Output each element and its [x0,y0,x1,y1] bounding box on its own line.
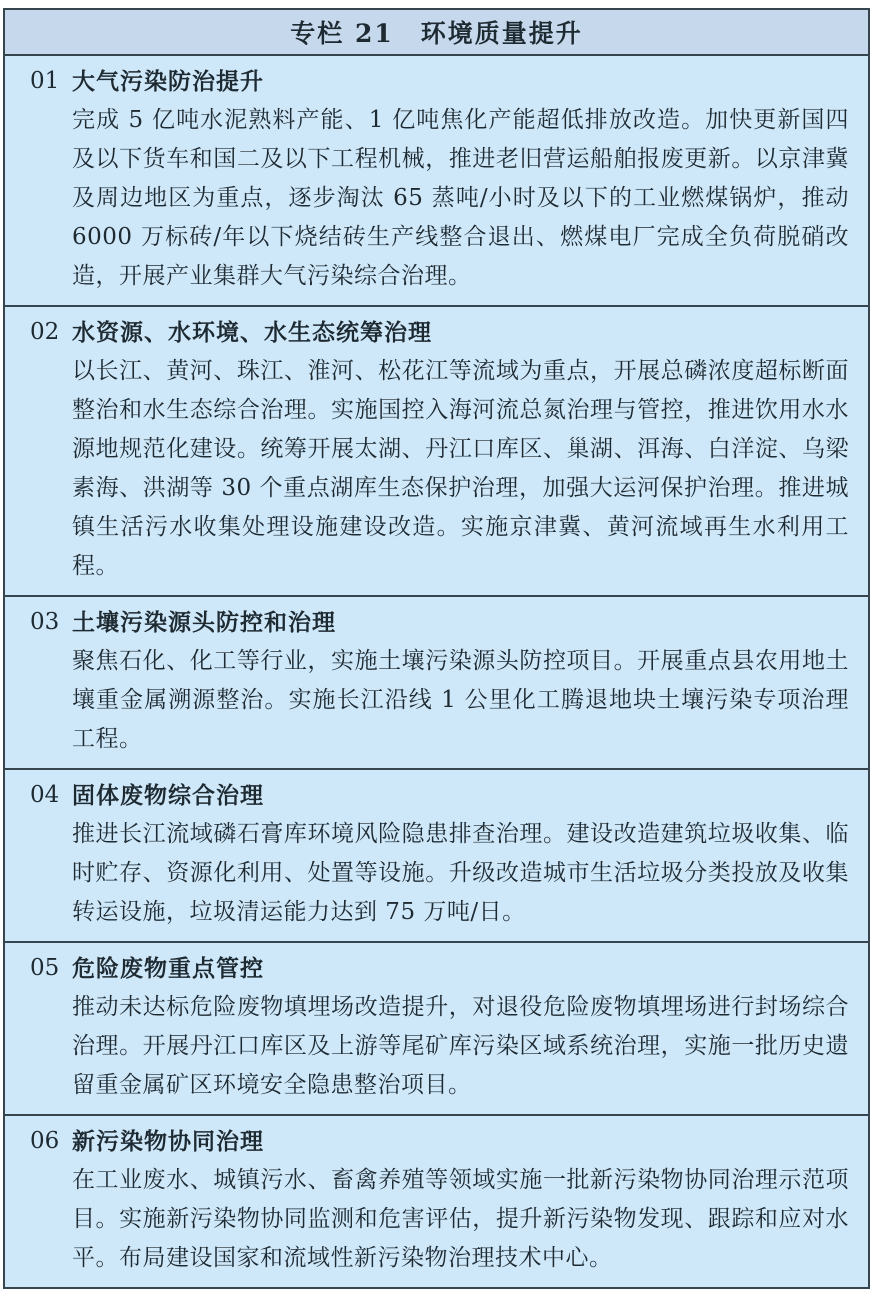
section-water [5,305,868,595]
column-panel [3,8,870,1289]
section-new-pollutants [5,1114,868,1287]
section-number: 04 [30,782,60,808]
section-number: 06 [30,1128,60,1154]
section-body: 以长江、黄河、珠江、淮河、松花江等流域为重点，开展总磷浓度超标断面整治和水生态综合治理。实施国控入海河流总氮治理与管控，推进饮用水水源地规范化建设。统筹开展太湖、丹江口库区、巢湖、洱海、白洋淀、乌梁素海、洪湖等 30 个重点湖库生态保护治理，加强大运河保护治理。推进城镇生活污水收集处理设施建设改造。实施京津冀、黄河流域再生水利用工程。 [72,358,849,579]
section-title: 危险废物重点管控 [72,955,264,982]
panel-header [5,10,868,56]
section-number: 05 [30,955,60,981]
section-number: 03 [30,609,60,635]
section-body: 推动未达标危险废物填埋场改造提升，对退役危险废物填埋场进行封场综合治理。开展丹江口库区及上游等尾矿库污染区域系统治理，实施一批历史遗留重金属矿区环境安全隐患整治项目。 [72,994,849,1098]
section-title: 新污染物协同治理 [72,1128,264,1155]
section-body: 推进长江流域磷石膏库环境风险隐患排查治理。建设改造建筑垃圾收集、临时贮存、资源化利用、处置等设施。升级改造城市生活垃圾分类投放及收集转运设施，垃圾清运能力达到 75 万吨/日。 [72,821,849,925]
panel-title: 专栏 21 环境质量提升 [290,19,583,48]
section-air-pollution [5,56,868,305]
section-solid-waste [5,768,868,941]
section-body: 完成 5 亿吨水泥熟料产能、1 亿吨焦化产能超低排放改造。加快更新国四及以下货车和国二及以下工程机械，推进老旧营运船舶报废更新。以京津冀及周边地区为重点，逐步淘汰 65 蒸吨/小时及以下的工业燃煤锅炉，推动 6000 万标砖/年以下烧结砖生产线整合退出、燃煤电厂完成全负荷脱硝改造，开展产业集群大气污染综合治理。 [72,107,849,289]
panel-body [5,56,868,1287]
section-body: 聚焦石化、化工等行业，实施土壤污染源头防控项目。开展重点县农用地土壤重金属溯源整治。实施长江沿线 1 公里化工腾退地块土壤污染专项治理工程。 [72,648,849,752]
section-number: 01 [30,68,60,94]
section-hazardous-waste [5,941,868,1114]
section-soil [5,595,868,768]
section-number: 02 [30,319,60,345]
section-title: 土壤污染源头防控和治理 [72,609,336,636]
section-body: 在工业废水、城镇污水、畜禽养殖等领域实施一批新污染物协同治理示范项目。实施新污染物协同监测和危害评估，提升新污染物发现、跟踪和应对水平。布局建设国家和流域性新污染物治理技术中心。 [72,1167,849,1271]
section-title: 水资源、水环境、水生态统筹治理 [72,319,432,346]
section-title: 大气污染防治提升 [72,68,264,95]
section-title: 固体废物综合治理 [72,782,264,809]
